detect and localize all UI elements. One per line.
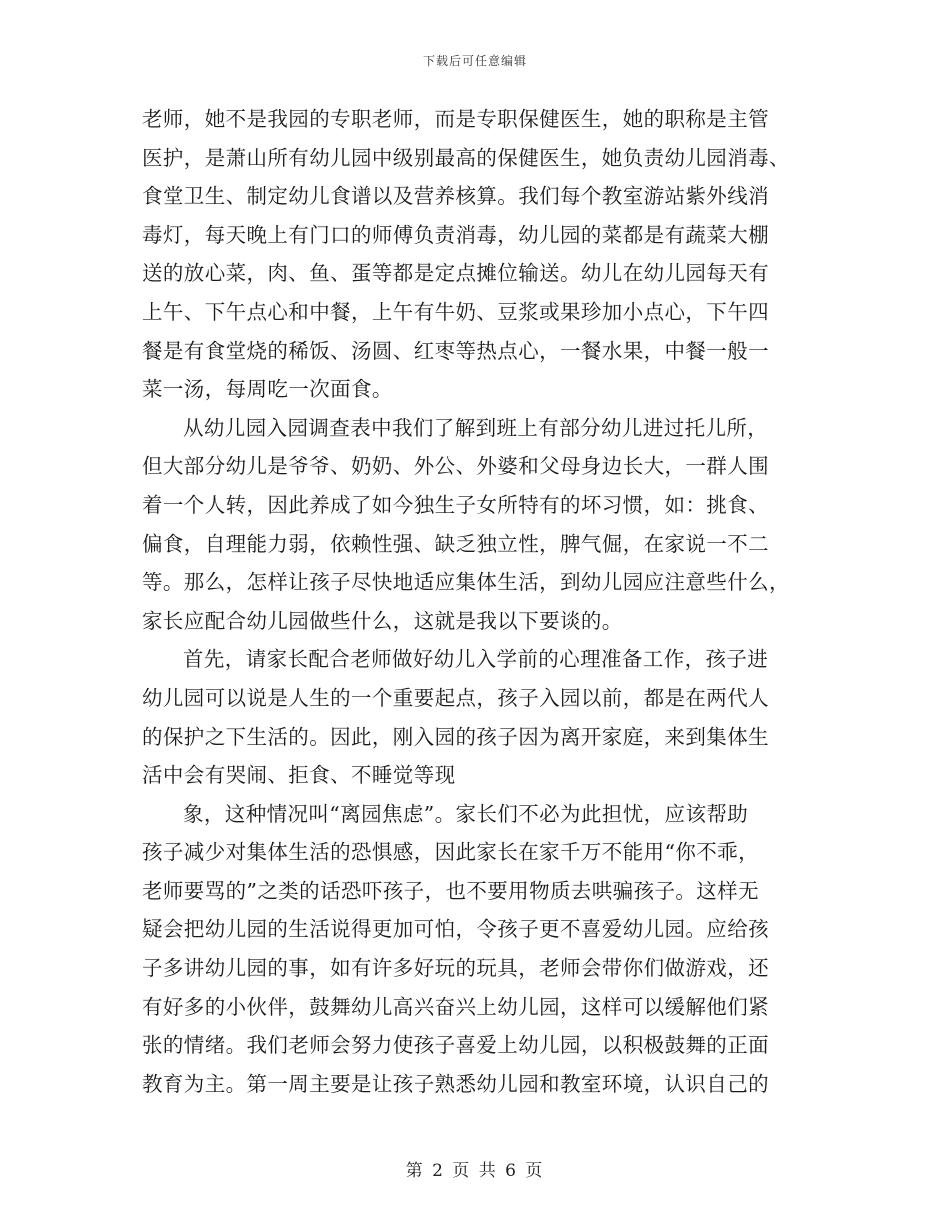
text-line: 幼儿园可以说是人生的一个重要起点，孩子入园以前，都是在两代人: [142, 685, 769, 710]
text-line: 医护，是萧山所有幼儿园中级别最高的保健医生，她负责幼儿园消毒、: [142, 145, 790, 170]
paragraph-start-line: 从幼儿园入园调查表中我们了解到班上有部分幼儿进过托儿所，: [183, 415, 769, 440]
text-line: 但大部分幼儿是爷爷、奶奶、外公、外婆和父母身边长大，一群人围: [142, 454, 769, 479]
text-line: 着一个人转，因此养成了如今独生子女所特有的坏习惯，如：挑食、: [142, 492, 769, 517]
text-line: 孩子减少对集体生活的恐惧感，因此家长在家千万不能用“你不乖，: [142, 840, 759, 865]
text-line: 上午、下午点心和中餐，上午有牛奶、豆浆或果珍加小点心，下午四: [142, 299, 769, 324]
document-body: [142, 100, 802, 1103]
text-line: 教育为主。第一周主要是让孩子熟悉幼儿园和教室环境，认识自己的: [142, 1071, 769, 1096]
text-line: 菜一汤，每周吃一次面食。: [142, 377, 393, 402]
text-line: 毒灯，每天晚上有门口的师傅负责消毒，幼儿园的菜都是有蔬菜大棚: [142, 222, 769, 247]
paragraph-start-line: 象，这种情况叫“离园焦虑”。家长们不必为此担忧，应该帮助: [183, 801, 749, 826]
text-line: 送的放心菜，肉、鱼、蛋等都是定点摊位输送。幼儿在幼儿园每天有: [142, 261, 769, 286]
text-line: 子多讲幼儿园的事，如有许多好玩的玩具，老师会带你们做游戏，还: [142, 956, 769, 981]
text-line: 家长应配合幼儿园做些什么，这就是我以下要谈的。: [142, 608, 623, 633]
text-line: 的保护之下生活的。因此，刚入园的孩子因为离开家庭，来到集体生: [142, 724, 769, 749]
text-line: 有好多的小伙伴，鼓舞幼儿高兴奋兴上幼儿园，这样可以缓解他们紧: [142, 994, 769, 1019]
text-line: 等。那么，怎样让孩子尽快地适应集体生活，到幼儿园应注意些什么，: [142, 570, 790, 595]
text-line: 餐是有食堂烧的稀饭、汤圆、红枣等热点心，一餐水果，中餐一般一: [142, 338, 769, 363]
page-number-footer: 第 2 页 共 6 页: [405, 1161, 545, 1181]
page-header: 下载后可任意编辑: [422, 54, 527, 68]
text-line: 偏食，自理能力弱，依赖性强、缺乏独立性，脾气倔，在家说一不二: [142, 531, 769, 556]
text-line: 食堂卫生、制定幼儿食谱以及营养核算。我们每个教室游站紫外线消: [142, 184, 769, 209]
text-line: 张的情绪。我们老师会努力使孩子喜爱上幼儿园，以积极鼓舞的正面: [142, 1033, 769, 1058]
paragraph-start-line: 首先，请家长配合老师做好幼儿入学前的心理准备工作，孩子进: [183, 647, 769, 672]
text-line: 活中会有哭闹、拒食、不睡觉等现: [142, 763, 456, 788]
text-line: 老师，她不是我园的专职老师，而是专职保健医生，她的职称是主管: [142, 107, 769, 131]
text-line: 老师要骂的”之类的话恐吓孩子，也不要用物质去哄骗孩子。这样无: [142, 878, 759, 903]
text-line: 疑会把幼儿园的生活说得更加可怕，令孩子更不喜爱幼儿园。应给孩: [142, 917, 769, 942]
